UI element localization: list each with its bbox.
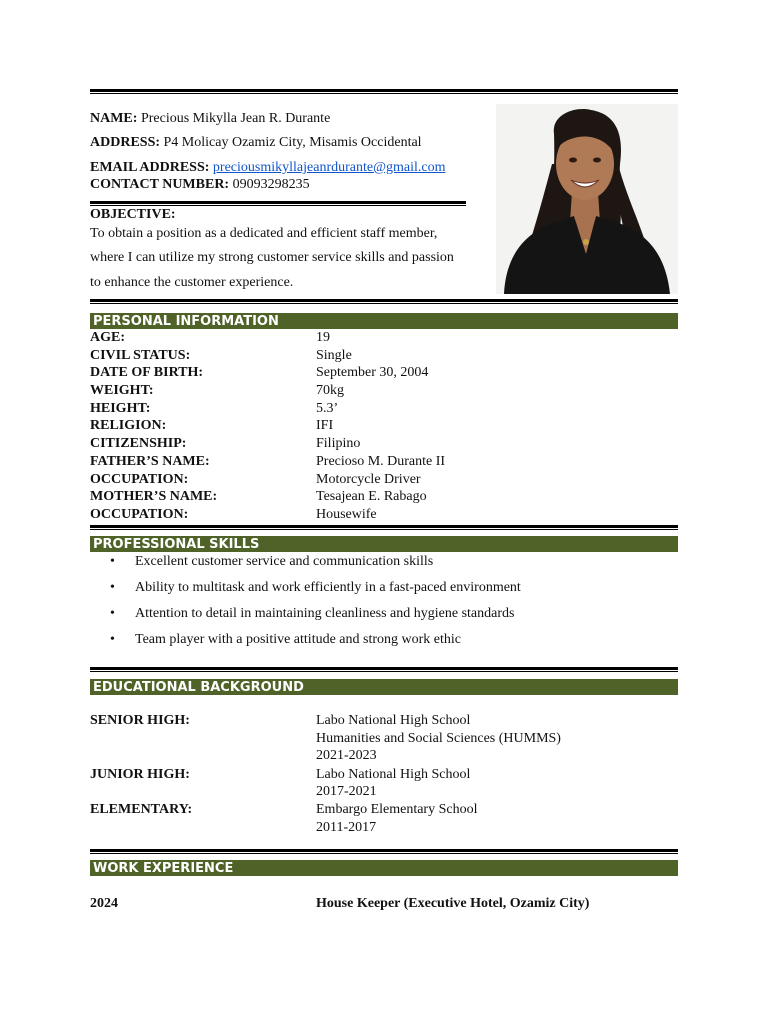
education-heading: EDUCATIONAL BACKGROUND xyxy=(90,679,678,695)
info-value: 70kg xyxy=(316,383,344,398)
info-value: Housewife xyxy=(316,507,377,522)
skill-item xyxy=(110,553,433,571)
info-label: RELIGION: xyxy=(90,418,167,433)
info-label: DATE OF BIRTH: xyxy=(90,365,204,380)
info-label: OCCUPATION: xyxy=(90,507,189,522)
skill-text: Team player with a positive attitude and strong work ethic xyxy=(135,632,461,647)
info-label: CITIZENSHIP: xyxy=(90,436,187,451)
objective-line: where I can utilize my strong customer service skills and passion xyxy=(90,250,454,265)
info-label: OCCUPATION: xyxy=(90,472,189,487)
education-row xyxy=(90,766,678,784)
info-label: FATHER’S NAME: xyxy=(90,454,210,469)
email-label: EMAIL ADDRESS: xyxy=(90,160,210,175)
name-line xyxy=(90,110,330,128)
skill-text: Attention to detail in maintaining cleanliness and hygiene standards xyxy=(135,606,515,621)
education-row xyxy=(90,730,678,748)
skills-heading: PROFESSIONAL SKILLS xyxy=(90,536,678,552)
bullet-icon: • xyxy=(110,554,115,569)
school-name: Embargo Elementary School xyxy=(316,802,478,817)
contact-line xyxy=(90,176,310,194)
school-name: Labo National High School xyxy=(316,713,471,728)
education-row xyxy=(90,747,678,765)
info-row xyxy=(90,471,678,489)
work-position: House Keeper (Executive Hotel, Ozamiz City) xyxy=(316,896,590,911)
contact-label: CONTACT NUMBER: xyxy=(90,177,230,192)
info-value: Motorcycle Driver xyxy=(316,472,421,487)
email-link[interactable]: preciousmikyllajeanrdurante@gmail.com xyxy=(212,160,446,175)
info-value: 19 xyxy=(316,330,330,345)
info-label: WEIGHT: xyxy=(90,383,154,398)
info-value: September 30, 2004 xyxy=(316,365,429,380)
contact-value: 09093298235 xyxy=(232,177,310,192)
section-rule xyxy=(90,849,678,854)
education-label: JUNIOR HIGH: xyxy=(90,767,190,782)
info-value: Tesajean E. Rabago xyxy=(316,489,427,504)
address-value: P4 Molicay Ozamiz City, Misamis Occidental xyxy=(163,135,422,150)
personal-info-heading: PERSONAL INFORMATION xyxy=(90,313,678,329)
info-row xyxy=(90,400,678,418)
top-rule xyxy=(90,89,678,94)
info-row xyxy=(90,417,678,435)
info-row xyxy=(90,506,678,524)
address-line xyxy=(90,134,422,152)
work-row xyxy=(90,895,678,913)
education-row xyxy=(90,819,678,837)
bullet-icon: • xyxy=(110,632,115,647)
education-label: ELEMENTARY: xyxy=(90,802,193,817)
info-row xyxy=(90,488,678,506)
address-label: ADDRESS: xyxy=(90,135,161,150)
section-rule xyxy=(90,299,678,304)
section-rule xyxy=(90,525,678,530)
bullet-icon: • xyxy=(110,606,115,621)
email-line xyxy=(90,159,445,177)
info-value: Precioso M. Durante II xyxy=(316,454,446,469)
objective-heading: OBJECTIVE: xyxy=(90,207,176,222)
school-strand: Humanities and Social Sciences (HUMMS) xyxy=(316,731,561,746)
bullet-icon: • xyxy=(110,580,115,595)
info-row xyxy=(90,347,678,365)
info-value: Filipino xyxy=(316,436,361,451)
info-row xyxy=(90,435,678,453)
info-value: IFI xyxy=(316,418,334,433)
objective-line: to enhance the customer experience. xyxy=(90,275,294,290)
skill-text: Excellent customer service and communication skills xyxy=(135,554,434,569)
school-years: 2017-2021 xyxy=(316,784,377,799)
info-label: MOTHER’S NAME: xyxy=(90,489,218,504)
name-value: Precious Mikylla Jean R. Durante xyxy=(140,111,331,126)
info-value: 5.3’ xyxy=(316,401,339,416)
objective-line: To obtain a position as a dedicated and efficient staff member, xyxy=(90,226,438,241)
info-label: HEIGHT: xyxy=(90,401,151,416)
education-row xyxy=(90,712,678,730)
info-value: Single xyxy=(316,348,352,363)
school-years: 2021-2023 xyxy=(316,748,377,763)
education-label: SENIOR HIGH: xyxy=(90,713,190,728)
education-row xyxy=(90,783,678,801)
section-rule xyxy=(90,667,678,672)
profile-photo xyxy=(496,104,678,294)
info-label: AGE: xyxy=(90,330,125,345)
work-year: 2024 xyxy=(90,896,118,911)
skill-item xyxy=(110,605,514,623)
skill-item xyxy=(110,631,461,649)
skill-item xyxy=(110,579,521,597)
name-label: NAME: xyxy=(90,111,138,126)
education-row xyxy=(90,801,678,819)
school-name: Labo National High School xyxy=(316,767,471,782)
info-row xyxy=(90,453,678,471)
profile-photo-illustration xyxy=(496,104,678,294)
info-row xyxy=(90,329,678,347)
skill-text: Ability to multitask and work efficiently in a fast-paced environment xyxy=(135,580,521,595)
info-row xyxy=(90,382,678,400)
work-heading: WORK EXPERIENCE xyxy=(90,860,678,876)
info-label: CIVIL STATUS: xyxy=(90,348,191,363)
info-row xyxy=(90,364,678,382)
school-years: 2011-2017 xyxy=(316,820,377,835)
